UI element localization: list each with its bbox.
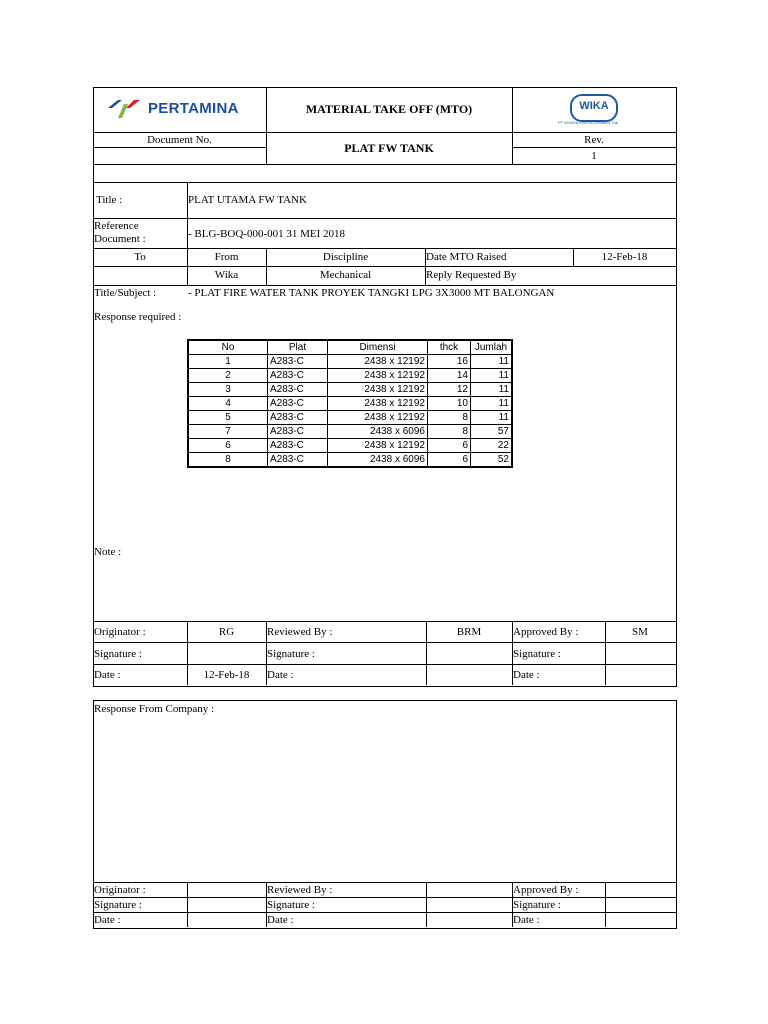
table-row bbox=[188, 411, 512, 425]
table-cell-thck: 10 bbox=[428, 397, 471, 411]
wika-logo bbox=[558, 92, 638, 130]
response-date-label: Date : bbox=[513, 914, 540, 926]
divider bbox=[93, 182, 676, 183]
table-cell-dimensi: 2438 x 12192 bbox=[328, 411, 428, 425]
divider bbox=[93, 248, 676, 249]
column-header-plat: Plat bbox=[268, 340, 328, 355]
table-cell-dimensi: 2438 x 6096 bbox=[328, 453, 428, 468]
originator-label: Originator : bbox=[94, 626, 146, 638]
table-row bbox=[188, 453, 512, 468]
date-label: Date : bbox=[94, 669, 121, 681]
table-cell-jumlah: 11 bbox=[471, 355, 513, 369]
column-header-thck: thck bbox=[428, 340, 471, 355]
document-no-label: Document No. bbox=[147, 134, 212, 146]
discipline-label: Discipline bbox=[322, 251, 369, 263]
page-title: MATERIAL TAKE OFF (MTO) bbox=[305, 102, 473, 116]
date-value: 12-Feb-18 bbox=[203, 669, 250, 681]
table-cell-no: 7 bbox=[188, 425, 268, 439]
divider bbox=[93, 218, 676, 219]
pertamina-logo bbox=[104, 96, 254, 124]
table-cell-jumlah: 11 bbox=[471, 369, 513, 383]
pertamina-wordmark: PERTAMINA bbox=[148, 100, 239, 117]
table-cell-jumlah: 11 bbox=[471, 397, 513, 411]
divider bbox=[187, 882, 188, 927]
reviewed-by-label: Reviewed By : bbox=[267, 626, 333, 638]
divider bbox=[93, 164, 676, 165]
response-approved-label: Approved By : bbox=[513, 884, 579, 896]
from-label: From bbox=[214, 251, 239, 263]
response-originator-label: Originator : bbox=[94, 884, 146, 896]
column-header-no: No bbox=[188, 340, 268, 355]
response-required-label: Response required : bbox=[94, 311, 182, 323]
signature-label: Signature : bbox=[94, 648, 142, 660]
rev-value: 1 bbox=[591, 150, 597, 162]
divider bbox=[93, 882, 676, 883]
reply-requested-label: Reply Requested By bbox=[426, 269, 517, 281]
table-cell-thck: 12 bbox=[428, 383, 471, 397]
divider bbox=[93, 266, 676, 267]
divider bbox=[93, 147, 266, 148]
subject-value: - PLAT FIRE WATER TANK PROYEK TANGKI LPG 3X3000 MT BALONGAN bbox=[188, 287, 555, 299]
discipline-value: Mechanical bbox=[319, 269, 372, 281]
table-cell-plat: A283-C bbox=[268, 439, 328, 453]
table-cell-no: 3 bbox=[188, 383, 268, 397]
response-signature-label: Signature : bbox=[267, 899, 315, 911]
from-value: Wika bbox=[214, 269, 239, 281]
divider bbox=[93, 642, 676, 643]
table-cell-no: 6 bbox=[188, 439, 268, 453]
table-cell-thck: 14 bbox=[428, 369, 471, 383]
table-cell-no: 4 bbox=[188, 397, 268, 411]
table-cell-plat: A283-C bbox=[268, 411, 328, 425]
response-date-label: Date : bbox=[267, 914, 294, 926]
response-signature-label: Signature : bbox=[94, 899, 142, 911]
table-cell-no: 2 bbox=[188, 369, 268, 383]
table-cell-thck: 16 bbox=[428, 355, 471, 369]
table-row bbox=[188, 439, 512, 453]
divider bbox=[93, 664, 676, 665]
pertamina-logo-icon bbox=[104, 96, 144, 122]
table-cell-plat: A283-C bbox=[268, 369, 328, 383]
approved-by-value: SM bbox=[632, 626, 648, 638]
approved-by-label: Approved By : bbox=[513, 626, 579, 638]
response-reviewed-label: Reviewed By : bbox=[267, 884, 333, 896]
table-cell-thck: 8 bbox=[428, 425, 471, 439]
table-cell-plat: A283-C bbox=[268, 453, 328, 468]
to-label: To bbox=[134, 251, 146, 263]
divider bbox=[93, 621, 676, 622]
table-cell-thck: 6 bbox=[428, 439, 471, 453]
table-cell-dimensi: 2438 x 12192 bbox=[328, 439, 428, 453]
subject-label: Title/Subject : bbox=[94, 287, 157, 299]
wika-wordmark: WIKA bbox=[579, 100, 609, 112]
column-header-jumlah: Jumlah bbox=[471, 340, 513, 355]
date-raised-label: Date MTO Raised bbox=[426, 251, 507, 263]
table-row bbox=[188, 383, 512, 397]
divider bbox=[93, 897, 676, 898]
table-cell-dimensi: 2438 x 12192 bbox=[328, 397, 428, 411]
date-label: Date : bbox=[513, 669, 540, 681]
doc-subject: PLAT FW TANK bbox=[344, 141, 434, 155]
table-cell-thck: 8 bbox=[428, 411, 471, 425]
column-header-dimensi: Dimensi bbox=[328, 340, 428, 355]
table-cell-no: 8 bbox=[188, 453, 268, 468]
table-cell-no: 5 bbox=[188, 411, 268, 425]
table-cell-jumlah: 11 bbox=[471, 411, 513, 425]
wika-subtitle: PT WIJAYA KARYA (Persero) Tbk bbox=[558, 120, 618, 125]
table-cell-plat: A283-C bbox=[268, 355, 328, 369]
table-cell-plat: A283-C bbox=[268, 397, 328, 411]
date-label: Date : bbox=[267, 669, 294, 681]
reviewed-by-value: BRM bbox=[456, 626, 482, 638]
table-cell-dimensi: 2438 x 12192 bbox=[328, 383, 428, 397]
reference-label: Reference bbox=[94, 220, 139, 232]
table-header-row bbox=[188, 340, 512, 355]
date-raised-value: 12-Feb-18 bbox=[601, 251, 648, 263]
rev-label: Rev. bbox=[584, 134, 604, 146]
divider bbox=[93, 912, 676, 913]
table-cell-jumlah: 57 bbox=[471, 425, 513, 439]
table-cell-dimensi: 2438 x 12192 bbox=[328, 369, 428, 383]
table-cell-no: 1 bbox=[188, 355, 268, 369]
table-row bbox=[188, 397, 512, 411]
table-cell-thck: 6 bbox=[428, 453, 471, 468]
table-row bbox=[188, 355, 512, 369]
table-cell-plat: A283-C bbox=[268, 425, 328, 439]
response-box bbox=[93, 700, 677, 929]
title-label: Title : bbox=[96, 194, 123, 206]
table-cell-plat: A283-C bbox=[268, 383, 328, 397]
divider bbox=[605, 882, 606, 927]
note-label: Note : bbox=[94, 546, 122, 558]
signature-label: Signature : bbox=[513, 648, 561, 660]
reference-label-2: Document : bbox=[94, 233, 146, 245]
table-cell-jumlah: 11 bbox=[471, 383, 513, 397]
response-signature-label: Signature : bbox=[513, 899, 561, 911]
title-value: PLAT UTAMA FW TANK bbox=[188, 194, 307, 206]
table-cell-dimensi: 2438 x 12192 bbox=[328, 355, 428, 369]
table-cell-jumlah: 22 bbox=[471, 439, 513, 453]
mto-table bbox=[187, 339, 513, 468]
signature-label: Signature : bbox=[267, 648, 315, 660]
divider bbox=[426, 882, 427, 927]
response-from-company-label: Response From Company : bbox=[94, 703, 215, 715]
table-row bbox=[188, 425, 512, 439]
reference-value: - BLG-BOQ-000-001 31 MEI 2018 bbox=[188, 228, 346, 240]
table-cell-jumlah: 52 bbox=[471, 453, 513, 468]
table-row bbox=[188, 369, 512, 383]
response-date-label: Date : bbox=[94, 914, 121, 926]
table-cell-dimensi: 2438 x 6096 bbox=[328, 425, 428, 439]
originator-value: RG bbox=[218, 626, 235, 638]
divider bbox=[512, 147, 676, 148]
